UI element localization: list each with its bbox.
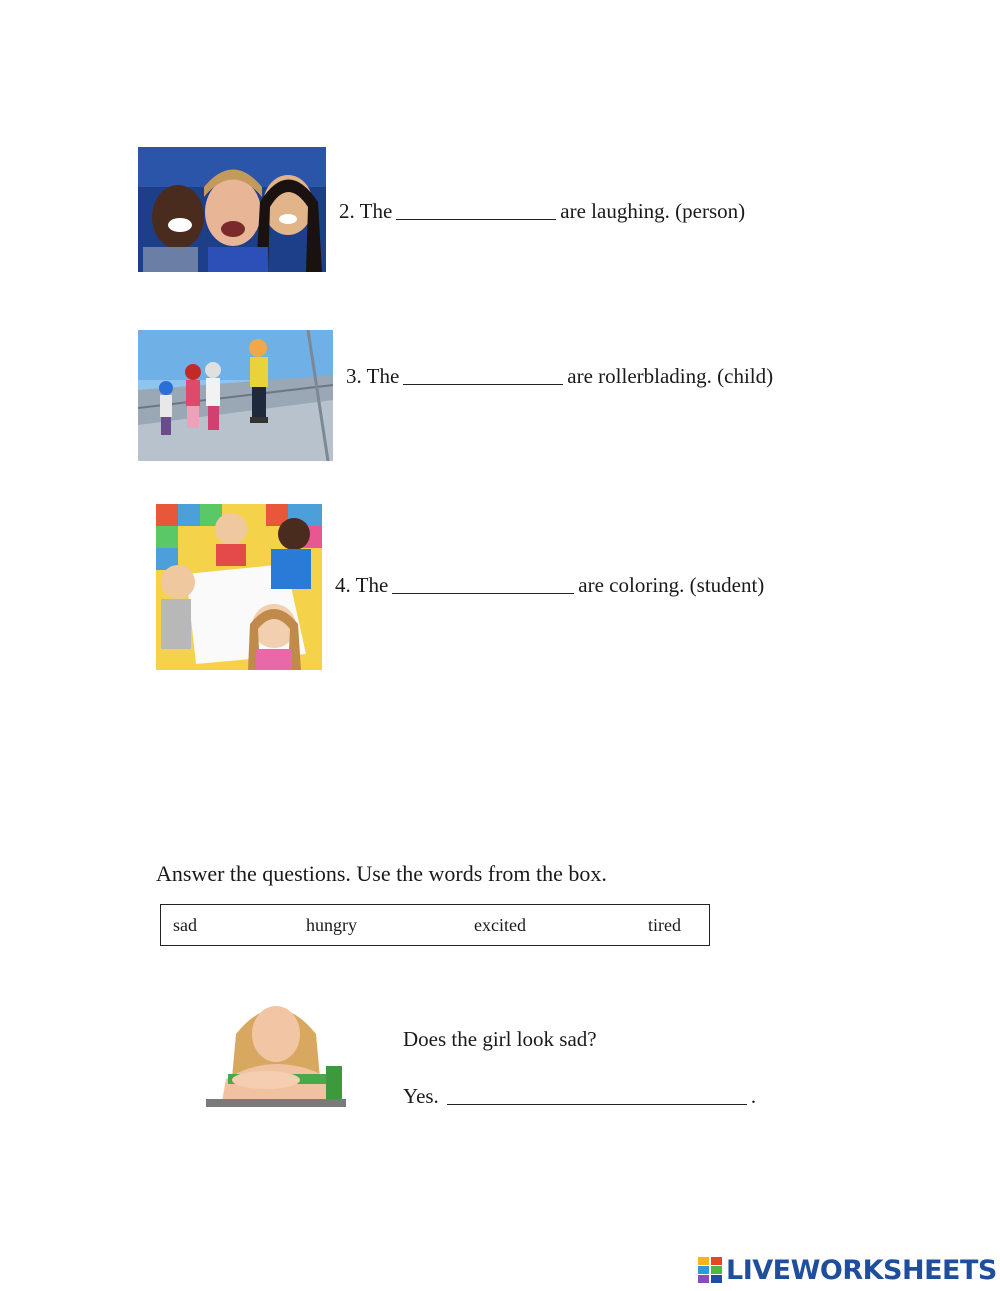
word-box-item: sad: [173, 915, 197, 935]
exercise-3-blank[interactable]: [403, 384, 563, 385]
exercise-2-number: 2.: [339, 199, 355, 223]
photo-children-rollerblading: [138, 330, 333, 461]
word-box-item: tired: [648, 915, 681, 935]
liveworksheets-logo-text: LIVEWORKSHEETS: [726, 1254, 997, 1286]
answer-prefix: Yes.: [403, 1084, 439, 1108]
word-box: [160, 904, 710, 946]
photo-people-laughing: [138, 147, 326, 272]
exercise-4-after: are coloring. (student): [578, 573, 765, 597]
exercise-4-before: The: [355, 573, 389, 597]
exercise-3-after: are rollerblading. (child): [567, 364, 774, 388]
question-text: Does the girl look sad?: [403, 1027, 597, 1051]
liveworksheets-logo: [698, 1254, 997, 1286]
exercise-2-after: are laughing. (person): [560, 199, 746, 223]
exercise-3-before: The: [366, 364, 400, 388]
exercise-2-before: The: [359, 199, 393, 223]
word-box-item: excited: [474, 915, 526, 935]
answer-suffix: .: [750, 1084, 757, 1108]
exercise-3: [346, 364, 773, 389]
word-box-item: hungry: [306, 915, 357, 935]
photo-students-coloring: [156, 504, 322, 670]
answer-blank[interactable]: [447, 1104, 747, 1105]
exercise-4-blank[interactable]: [392, 593, 574, 594]
liveworksheets-logo-icon: [698, 1257, 722, 1283]
exercise-4-number: 4.: [335, 573, 351, 597]
exercise-2-blank[interactable]: [396, 219, 556, 220]
instruction-text: Answer the questions. Use the words from the box.: [156, 861, 607, 886]
exercise-2: [339, 199, 745, 224]
photo-girl-leaning: [206, 994, 346, 1107]
question-answer-line: [403, 1084, 756, 1109]
exercise-4: [335, 573, 764, 598]
exercise-3-number: 3.: [346, 364, 362, 388]
